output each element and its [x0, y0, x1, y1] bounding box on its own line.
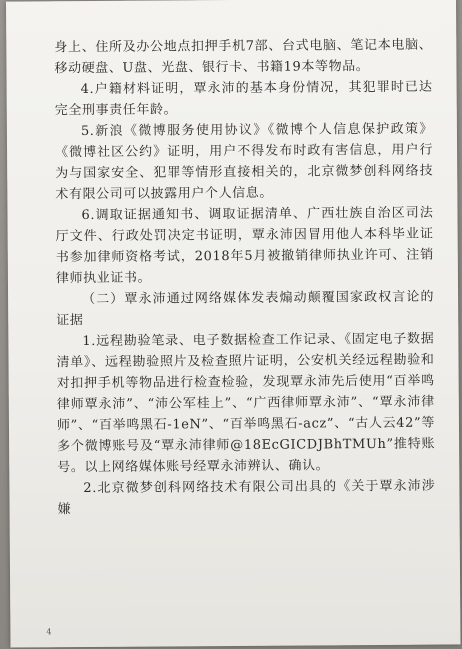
page-body [54, 35, 435, 521]
page-number: 4 [46, 627, 52, 637]
paragraph-seized-items: 身上、住所及办公地点扣押手机7部、台式电脑、笔记本电脑、移动硬盘、U盘、光盘、银行卡、书籍19本等物品。 [54, 37, 433, 77]
paragraph-household-registration: 4.户籍材料证明，覃永沛的基本身份情况，其犯罪时已达完全刑事责任年龄。 [54, 79, 433, 119]
paragraph-weibo-policies: 5.新浪《微博服务使用协议》《微博个人信息保护政策》《微博社区公约》证明，用户不得发布时政有害信息，用户行为与国家安全、犯罪等情形直接相关的，北京微梦创科网络技术有限公司可以披露用户个人信息。 [55, 121, 434, 203]
document-page [6, 0, 460, 648]
paragraph-remote-inspection: 1.远程勘验笔录、电子数据检查工作记录、《固定电子数据清单》、远程勘验照片及检查照片证明，公安机关经远程勘验和对扣押手机等物品进行检查检验，发现覃永沛先后使用“百举鸣律师覃永沛”、“沛公军桂上”、“广西律师覃永沛”、“覃永沛律师”、“百举鸣黑石-1eN”、“百举鸣黑石-acz”、“古人云42”等多个微博账号及“覃永沛律师@18EcGICDJBhTMUh”推特账号。以上网络媒体账号经覃永沛辨认、确认。 [56, 331, 436, 476]
section-heading-online-speech-evidence: （二）覃永沛通过网络媒体发表煽动颠覆国家政权言论的证据 [56, 289, 435, 329]
paragraph-evidence-notice: 6.调取证据通知书、调取证据清单、广西壮族自治区司法厅文件、行政处罚决定书证明，覃永沛因冒用他人本科毕业证书参加律师资格考试，2018年5月被撤销律师执业许可、注销律师执业证书。 [55, 205, 434, 287]
paragraph-beijing-weimeng: 2.北京微梦创科网络技术有限公司出具的《关于覃永沛涉嫌 [57, 478, 436, 518]
